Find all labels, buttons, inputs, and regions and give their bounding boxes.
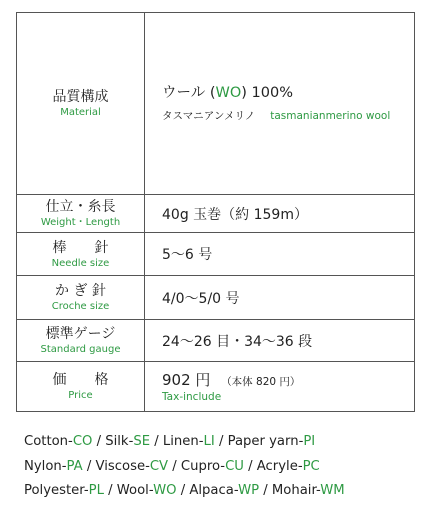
price-row	[17, 362, 415, 412]
legend-name: Wool	[116, 483, 149, 498]
gauge-label-cell	[17, 320, 145, 362]
material-code: WO	[215, 84, 242, 101]
needle-value: 5〜6 号	[145, 233, 415, 276]
gauge-value: 24〜26 目・34〜36 段	[145, 320, 415, 362]
legend-code: CU	[225, 458, 244, 474]
material-value	[162, 83, 414, 103]
needle-label-en: Needle size	[51, 257, 110, 269]
legend-code: PC	[302, 458, 320, 474]
price-tax: Tax-include	[162, 390, 222, 403]
legend-code: PL	[88, 483, 104, 498]
needle-row	[17, 233, 415, 276]
price-label-jp: 価 格	[52, 372, 109, 388]
material-label-cell	[17, 13, 145, 195]
legend-name: Nylon	[24, 458, 62, 474]
legend-name: Cupro	[180, 458, 221, 474]
spec-table	[16, 12, 415, 412]
material-label-jp: 品質構成	[52, 89, 109, 105]
gauge-label-en: Standard gauge	[40, 344, 121, 355]
material-sub	[162, 105, 414, 125]
croche-row	[17, 276, 415, 320]
legend-name: Linen	[162, 434, 199, 449]
material-value-prefix: ウール (	[162, 84, 216, 101]
weight-label-jp: 仕立・糸長	[45, 199, 116, 215]
price-line	[162, 371, 414, 391]
needle-label-jp: 棒 針	[52, 239, 109, 256]
croche-label-jp: か ぎ 針	[55, 283, 106, 299]
weight-row	[17, 195, 415, 233]
price-label-cell	[17, 362, 145, 412]
legend-code: WP	[238, 483, 260, 498]
legend-code: SE	[133, 434, 151, 449]
legend-name: Cotton	[24, 434, 69, 449]
legend-name: Alpaca	[189, 483, 234, 498]
legend-code: PA	[66, 458, 83, 474]
legend-line-3: Polyester-PL / Wool-WO / Alpaca-WP / Mohair-WM	[24, 483, 345, 498]
price-sub: （本体 820 円）	[221, 375, 301, 388]
price-label-en: Price	[68, 390, 93, 401]
croche-value: 4/0〜5/0 号	[145, 276, 415, 320]
material-label-en: Material	[60, 107, 101, 118]
gauge-row	[17, 320, 415, 362]
legend-name: Silk	[105, 434, 129, 449]
legend-name: Polyester	[24, 483, 84, 498]
legend-code: PI	[303, 434, 316, 449]
legend-name: Acryle	[256, 458, 298, 474]
legend-code: WO	[153, 483, 177, 498]
weight-label-en: Weight・Length	[40, 217, 121, 228]
legend-code: WM	[320, 483, 345, 498]
legend-line-1: Cotton-CO / Silk-SE / Linen-LI / Paper yarn-PI	[24, 434, 316, 449]
legend-code: CO	[72, 434, 93, 449]
legend-line-2: Nylon-PA / Viscose-CV / Cupro-CU / Acryle-PC	[24, 458, 320, 474]
material-value-suffix: ) 100%	[241, 84, 293, 101]
price-value-cell	[145, 362, 415, 412]
legend-name: Paper yarn	[227, 434, 299, 449]
needle-label-cell	[17, 233, 145, 276]
croche-label-cell	[17, 276, 145, 320]
croche-label-en: Croche size	[51, 301, 110, 312]
price-value: 902 円	[162, 370, 211, 389]
legend-name: Viscose	[95, 458, 146, 474]
weight-value: 40g 玉巻（約 159m）	[145, 195, 415, 233]
legend-code: LI	[203, 434, 215, 449]
material-value-cell	[145, 13, 415, 195]
legend-code: CV	[149, 458, 169, 474]
weight-label-cell	[17, 195, 145, 233]
material-sub-jp: タスマニアンメリノ	[162, 109, 256, 122]
material-row	[17, 13, 415, 195]
fiber-legend	[24, 430, 424, 504]
legend-name: Mohair	[271, 483, 317, 498]
gauge-label-jp: 標準ゲージ	[45, 326, 116, 342]
material-sub-en: tasmanianmerino wool	[270, 109, 391, 122]
